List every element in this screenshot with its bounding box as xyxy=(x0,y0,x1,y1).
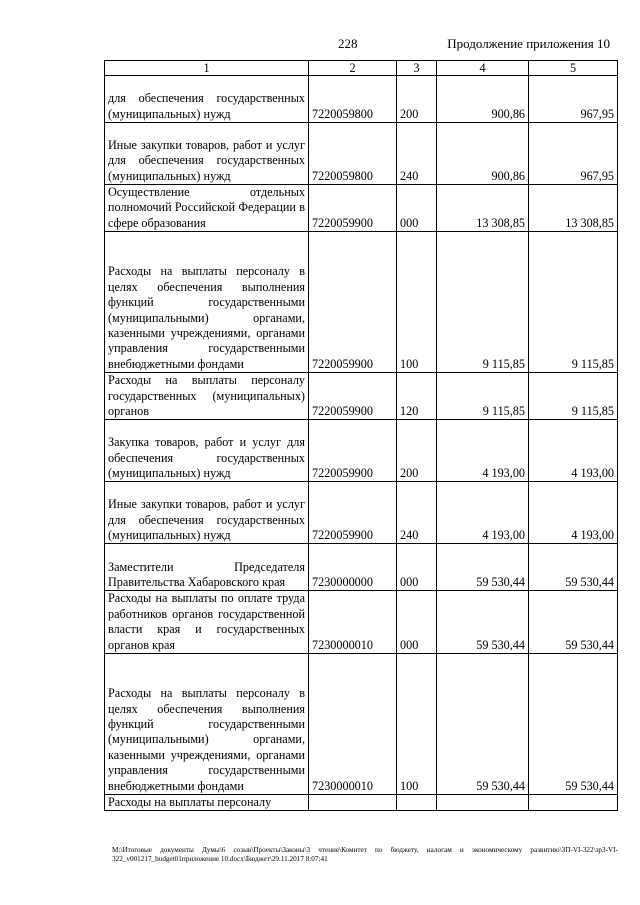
table-row xyxy=(105,795,618,811)
table-row xyxy=(105,654,618,795)
row-name: Иные закупки товаров, работ и услуг для обеспечения государственных (муниципальных) нужд xyxy=(105,123,309,185)
row-name: Иные закупки товаров, работ и услуг для обеспечения государственных (муниципальных) нужд xyxy=(105,482,309,544)
row-code: 7230000010 xyxy=(309,591,397,654)
row-vr: 100 xyxy=(397,232,437,373)
table-row xyxy=(105,76,618,123)
row-code: 7220059900 xyxy=(309,185,397,232)
row-code: 7220059800 xyxy=(309,123,397,185)
row-code: 7220059900 xyxy=(309,373,397,420)
column-header: 1 xyxy=(105,61,309,76)
column-header: 3 xyxy=(397,61,437,76)
row-name: Заместители Председателя Правительства Хабаровского края xyxy=(105,544,309,591)
row-sum-2: 13 308,85 xyxy=(529,185,618,232)
row-sum-2: 4 193,00 xyxy=(529,420,618,482)
row-vr: 000 xyxy=(397,544,437,591)
row-vr: 000 xyxy=(397,591,437,654)
column-header: 5 xyxy=(529,61,618,76)
row-sum-2: 59 530,44 xyxy=(529,654,618,795)
row-sum-2: 4 193,00 xyxy=(529,482,618,544)
row-name: Расходы на выплаты персоналу в целях обеспечения выполнения функций государственными (муниципальными) органами, казенными учреждениями, органами управления государственными внебюджетными фондами xyxy=(105,232,309,373)
row-code: 7220059900 xyxy=(309,482,397,544)
row-vr: 240 xyxy=(397,482,437,544)
row-sum-1: 59 530,44 xyxy=(437,654,529,795)
row-code: 7220059800 xyxy=(309,76,397,123)
table-row xyxy=(105,123,618,185)
row-sum-1: 4 193,00 xyxy=(437,420,529,482)
row-vr: 120 xyxy=(397,373,437,420)
page-header xyxy=(0,36,640,54)
row-name: Расходы на выплаты персоналу xyxy=(105,795,309,811)
row-sum-1: 4 193,00 xyxy=(437,482,529,544)
row-code: 7220059900 xyxy=(309,420,397,482)
row-code: 7220059900 xyxy=(309,232,397,373)
row-sum-2: 9 115,85 xyxy=(529,373,618,420)
row-vr xyxy=(397,795,437,811)
row-vr: 200 xyxy=(397,76,437,123)
row-name: Расходы на выплаты по оплате труда работников органов государственной власти края и государственных органов края xyxy=(105,591,309,654)
row-sum-1: 900,86 xyxy=(437,76,529,123)
row-name: Осуществление отдельных полномочий Российской Федерации в сфере образования xyxy=(105,185,309,232)
table-row xyxy=(105,482,618,544)
row-sum-1: 9 115,85 xyxy=(437,232,529,373)
file-path-footer: М:\Итоговые документы Думы\6 созыв\Проекты\Законы\3 чтение\Комитет по бюджету, налогам и экономическому развитию\ЗП-VI-322\зр3-VI-322_v001217_budget01приложение 10.docx\Бюджет\29.11.2017 8:07:41 xyxy=(112,846,618,863)
row-sum-2: 967,95 xyxy=(529,76,618,123)
table-row xyxy=(105,373,618,420)
row-code: 7230000000 xyxy=(309,544,397,591)
row-code: 7230000010 xyxy=(309,654,397,795)
column-header: 4 xyxy=(437,61,529,76)
table-row xyxy=(105,544,618,591)
column-header: 2 xyxy=(309,61,397,76)
row-sum-2: 967,95 xyxy=(529,123,618,185)
continuation-label: Продолжение приложения 10 xyxy=(447,36,610,51)
table-row xyxy=(105,232,618,373)
page-number: 228 xyxy=(338,36,358,51)
row-sum-2 xyxy=(529,795,618,811)
budget-table xyxy=(104,60,618,811)
table-row xyxy=(105,420,618,482)
row-name: для обеспечения государственных (муниципальных) нужд xyxy=(105,76,309,123)
table-header-row xyxy=(105,61,618,76)
row-vr: 000 xyxy=(397,185,437,232)
row-sum-2: 9 115,85 xyxy=(529,232,618,373)
row-sum-2: 59 530,44 xyxy=(529,591,618,654)
row-vr: 100 xyxy=(397,654,437,795)
row-sum-1: 13 308,85 xyxy=(437,185,529,232)
table-row xyxy=(105,591,618,654)
row-vr: 200 xyxy=(397,420,437,482)
row-sum-1: 59 530,44 xyxy=(437,591,529,654)
row-code xyxy=(309,795,397,811)
table-row xyxy=(105,185,618,232)
row-name: Закупка товаров, работ и услуг для обеспечения государственных (муниципальных) нужд xyxy=(105,420,309,482)
row-sum-1: 9 115,85 xyxy=(437,373,529,420)
row-sum-1: 900,86 xyxy=(437,123,529,185)
row-name: Расходы на выплаты персоналу в целях обеспечения выполнения функций государственными (муниципальными) органами, казенными учреждениями, органами управления государственными внебюджетными фондами xyxy=(105,654,309,795)
row-sum-1: 59 530,44 xyxy=(437,544,529,591)
row-name: Расходы на выплаты персоналу государственных (муниципальных) органов xyxy=(105,373,309,420)
row-sum-2: 59 530,44 xyxy=(529,544,618,591)
row-sum-1 xyxy=(437,795,529,811)
row-vr: 240 xyxy=(397,123,437,185)
